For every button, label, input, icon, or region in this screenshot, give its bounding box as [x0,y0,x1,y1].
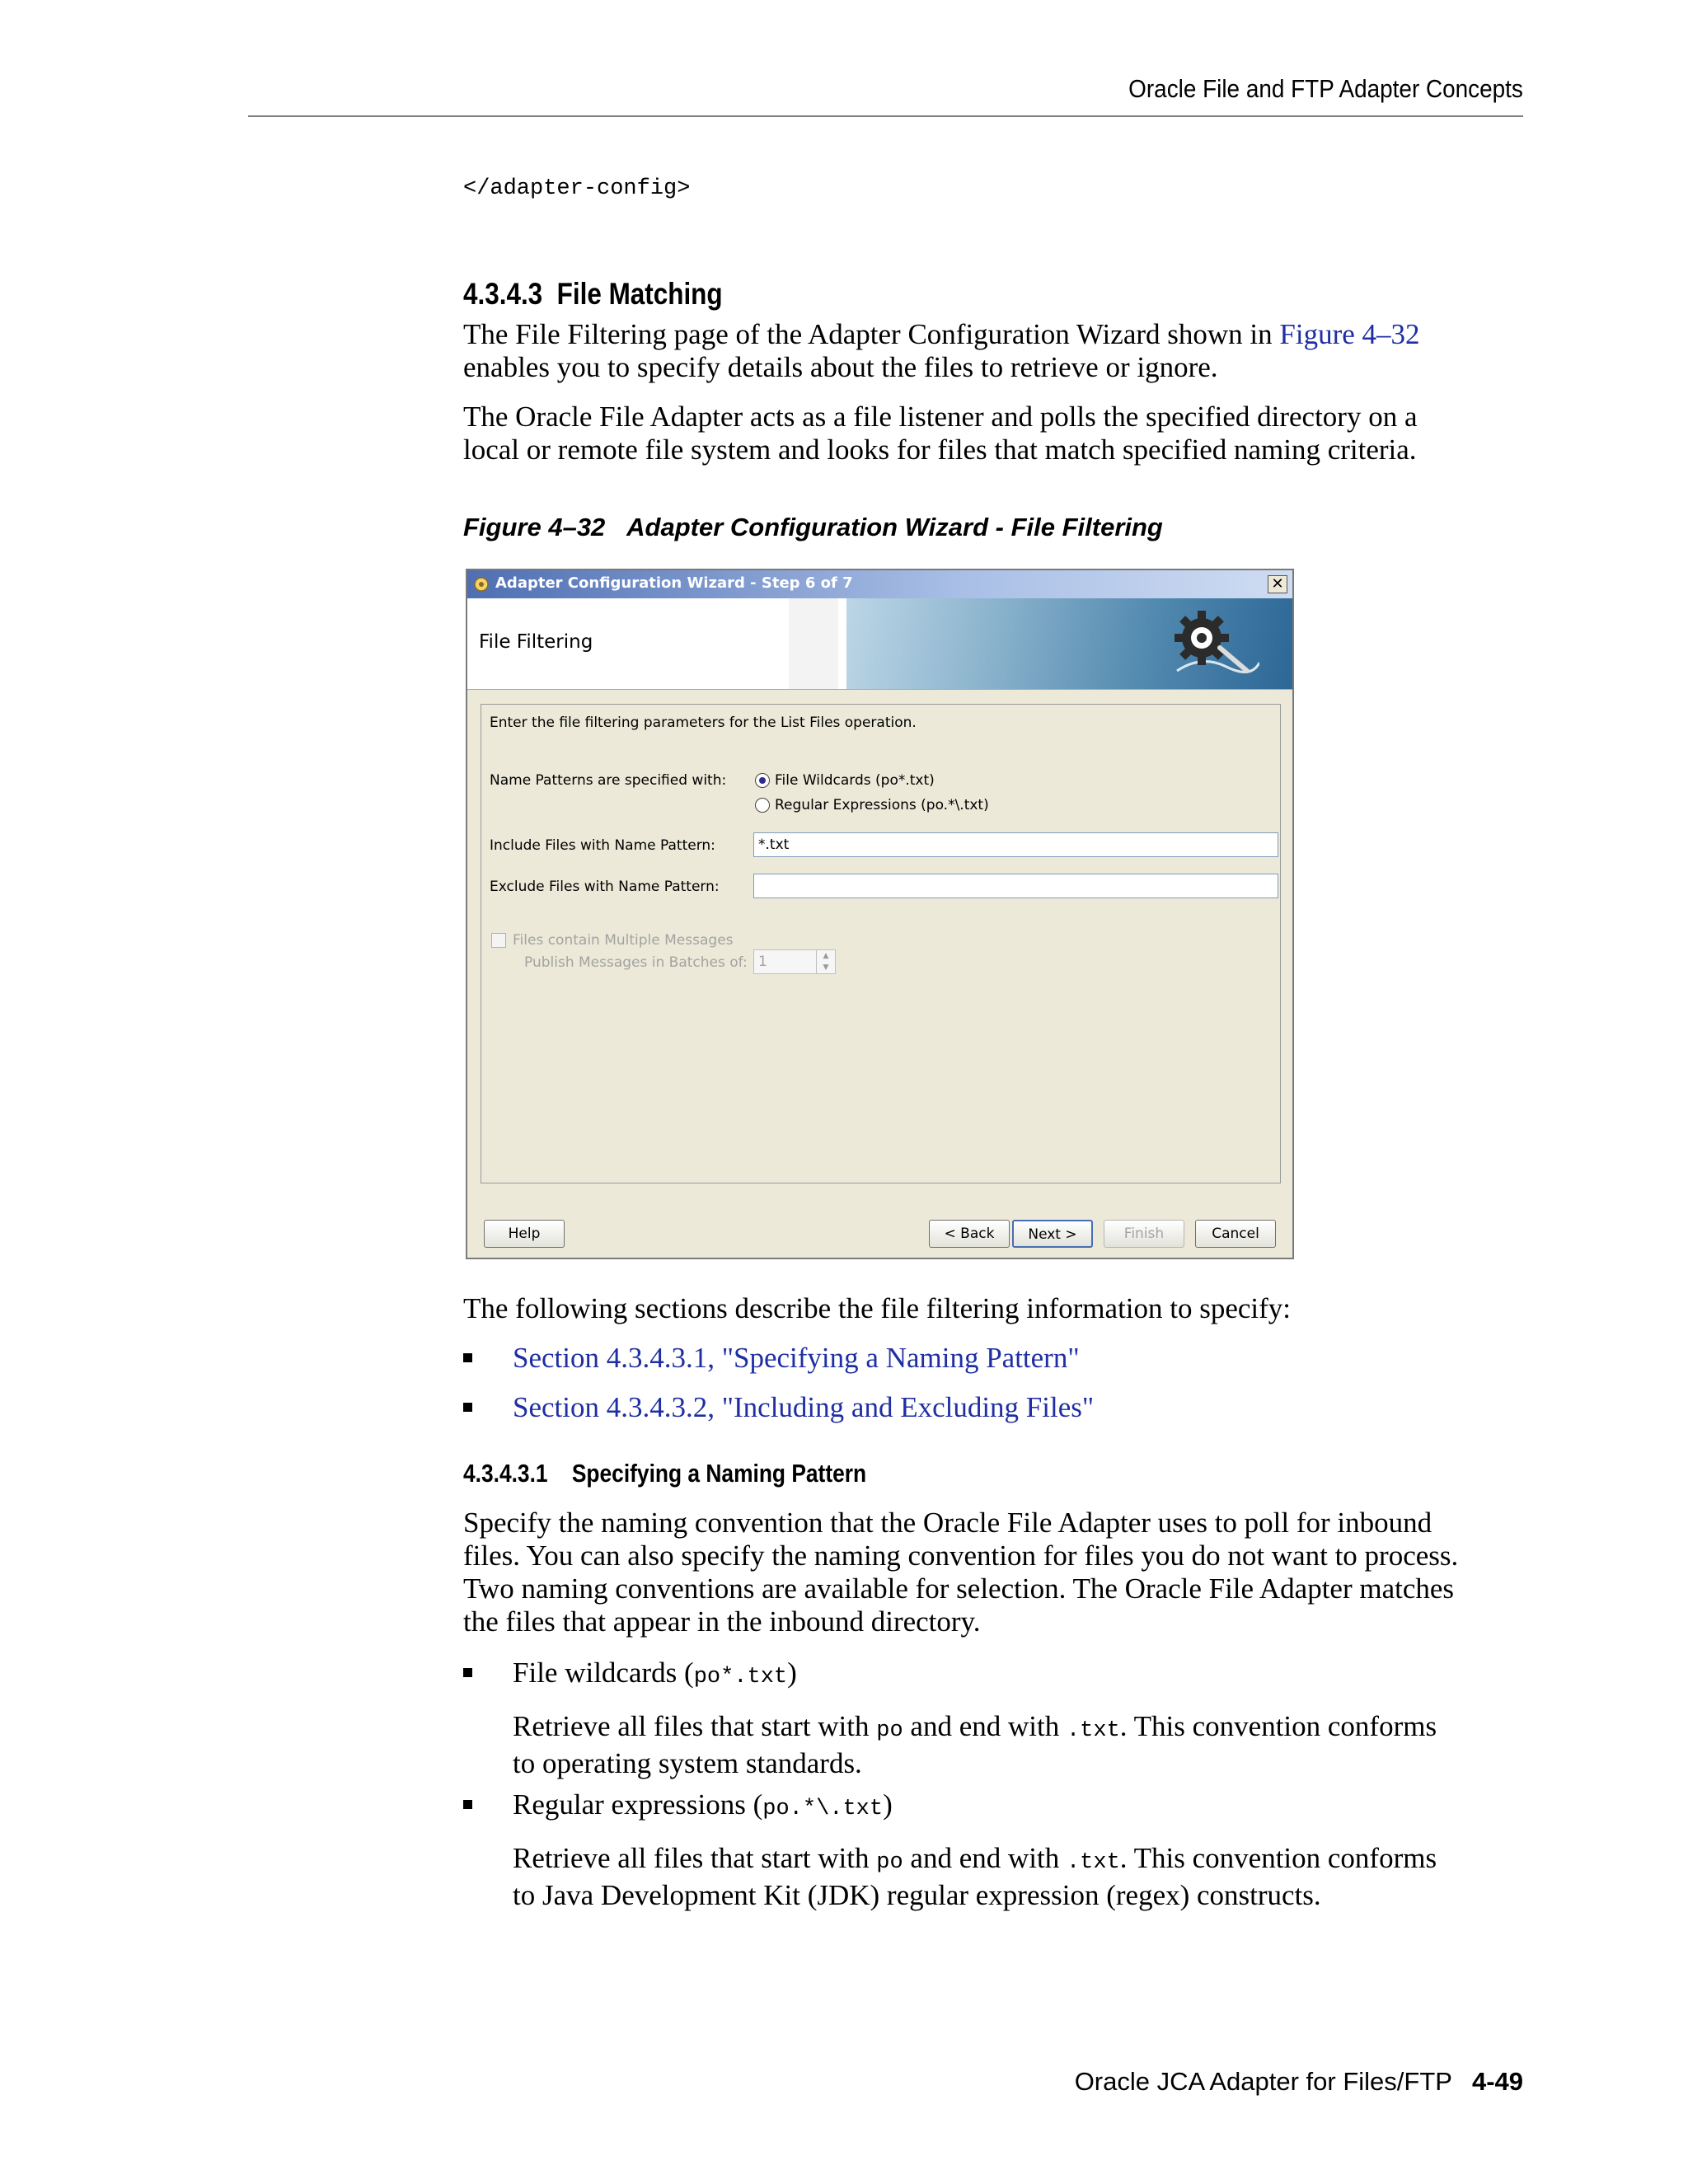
spinner-down-icon[interactable]: ▼ [823,963,829,972]
section-number: 4.3.4.3 [463,277,543,311]
subsection-number: 4.3.4.3.1 [463,1459,548,1488]
cancel-button[interactable]: Cancel [1195,1220,1276,1248]
bullet-icon [463,1403,472,1412]
sub-line-4: the files that appear in the inbound directory. [463,1605,981,1638]
para1-text: The File Filtering page of the Adapter Configuration Wizard shown in [463,318,1280,350]
section-title: File Matching [556,277,723,311]
bullet-desc: Retrieve all files that start with po and end with .txt. This convention conforms [513,1710,1437,1743]
subsection-paragraph [463,1507,1526,1638]
radio-regex-label[interactable]: Regular Expressions (po.*\.txt) [775,797,989,813]
wizard-intro: Enter the file filtering parameters for the List Files operation. [490,715,917,731]
figure-link[interactable]: Figure 4–32 [1279,318,1420,350]
finish-button[interactable]: Finish [1104,1220,1184,1248]
name-patterns-label: Name Patterns are specified with: [490,772,727,789]
gear-icon [1169,605,1259,683]
spinner-up-icon[interactable]: ▲ [823,952,829,960]
header-rule [248,115,1523,117]
code-close-tag: </adapter-config> [463,176,691,201]
section-heading [463,277,1367,312]
wizard-banner [467,598,1292,690]
code-wildcard: po*.txt [693,1665,788,1690]
list-item [463,1391,1526,1424]
wizard-titlebar [467,570,1292,598]
wizard-title: Adapter Configuration Wizard - Step 6 of 7 [495,574,853,592]
section-link-2[interactable]: Section 4.3.4.3.2, "Including and Excluding Files" [513,1391,1095,1423]
subsection-heading [463,1459,1367,1488]
list-item [463,1342,1526,1375]
banner-graphic [846,598,1292,689]
running-header: Oracle File and FTP Adapter Concepts [1128,74,1523,103]
bullet-icon [463,1800,472,1809]
following-paragraph [463,1292,1526,1325]
radio-wildcards[interactable] [755,773,770,788]
back-button[interactable]: < Back [929,1220,1010,1248]
page-number: 4-49 [1471,2067,1523,2096]
help-button[interactable]: Help [484,1220,565,1248]
figure-label: Figure 4–32 [463,513,606,541]
list-item [463,1788,1526,1911]
include-pattern-input[interactable]: *.txt [753,832,1278,857]
radio-wildcards-label[interactable]: File Wildcards (po*.txt) [775,772,935,789]
bullet-icon [463,1353,472,1362]
multi-messages-label: Files contain Multiple Messages [513,932,734,949]
spinner-buttons[interactable] [816,950,835,973]
figure-title: Adapter Configuration Wizard - File Filtering [626,513,1163,541]
batch-label: Publish Messages in Batches of: [524,954,748,971]
radio-regex[interactable] [755,798,770,813]
multi-messages-checkbox[interactable] [491,933,506,948]
wizard-app-icon [472,575,490,593]
code-snippet [463,176,1526,201]
bullet-icon [463,1668,472,1677]
sub-line-3: Two naming conventions are available for selection. The Oracle File Adapter matches [463,1572,1455,1605]
figure-caption [463,513,1526,542]
wizard-page-title: File Filtering [479,631,593,653]
footer-book-title: Oracle JCA Adapter for Files/FTP [1074,2067,1452,2096]
batch-size-value: 1 [758,954,767,970]
wizard-dialog [466,569,1294,1259]
include-label: Include Files with Name Pattern: [490,837,715,854]
section-paragraph-2 [463,401,1526,466]
page-footer [1075,2067,1523,2097]
sub-line-2: files. You can also specify the naming convention for files you do not want to process. [463,1540,1459,1572]
bullet-lead: Regular expressions (po.*\.txt) [513,1788,893,1821]
subsection-title: Specifying a Naming Pattern [571,1459,867,1488]
para2-line2: local or remote file system and looks for files that match specified naming criteria. [463,434,1417,466]
list-item [463,1657,1526,1779]
bullet-desc: Retrieve all files that start with po and end with .txt. This convention conforms [513,1842,1437,1875]
section-paragraph-1 [463,318,1526,384]
exclude-pattern-input[interactable] [753,874,1278,898]
para1-line2: enables you to specify details about the files to retrieve or ignore. [463,351,1218,383]
bullet-desc-line2: to Java Development Kit (JDK) regular expression (regex) constructs. [513,1879,1321,1911]
section-link-1[interactable]: Section 4.3.4.3.1, "Specifying a Naming Pattern" [513,1342,1080,1374]
sub-line-1: Specify the naming convention that the Oracle File Adapter uses to poll for inbound [463,1507,1432,1539]
banner-mid [789,598,838,689]
following-text: The following sections describe the file filtering information to specify: [463,1292,1292,1324]
bullet-lead: File wildcards (po*.txt) [513,1657,797,1690]
batch-size-spinner[interactable] [753,949,836,974]
next-button[interactable]: Next > [1012,1220,1093,1248]
close-icon[interactable]: ✕ [1268,575,1287,593]
wizard-content-panel [481,704,1281,1183]
exclude-label: Exclude Files with Name Pattern: [490,879,720,895]
bullet-desc-line2: to operating system standards. [513,1747,862,1779]
para2-line1: The Oracle File Adapter acts as a file listener and polls the specified directory on a [463,401,1418,433]
code-regex: po.*\.txt [762,1797,884,1821]
